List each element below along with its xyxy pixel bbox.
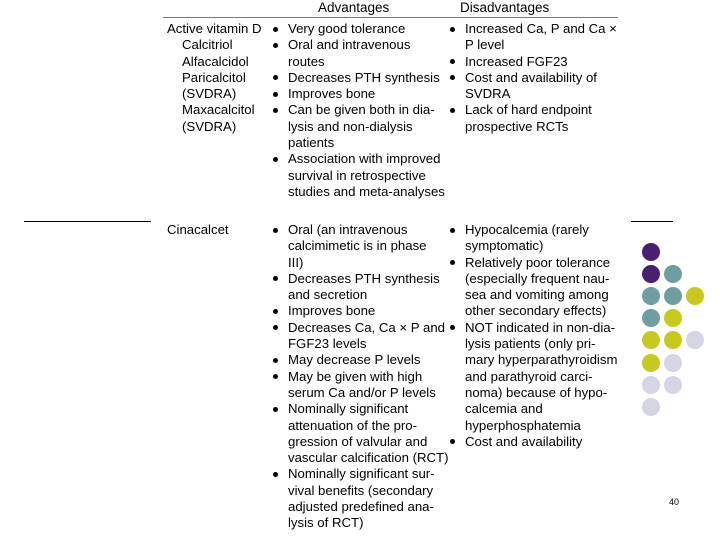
item-text-line: Cost and availability of <box>465 69 597 85</box>
advantage-item <box>269 271 449 304</box>
decorative-dot <box>664 287 682 305</box>
disadvantage-item <box>446 21 618 54</box>
item-text-line: (especially frequent nau- <box>465 270 610 286</box>
item-text-line: survival in retrospective <box>288 167 426 183</box>
item-text-line: vival benefits (secondary <box>288 482 434 498</box>
decorative-dot <box>642 287 660 305</box>
item-text-line: Improves bone <box>288 303 376 319</box>
item-text-line: routes <box>288 53 325 69</box>
item-text-line: III) <box>288 254 304 270</box>
drug-name-line: (SVDRA) <box>182 86 237 102</box>
item-text-line: noma) because of hypo- <box>465 384 608 400</box>
item-text-line: NOT indicated in non-dia- <box>465 319 616 335</box>
decorative-dot <box>642 265 660 283</box>
item-text-line: Cost and availability <box>465 433 583 449</box>
item-text-line: Hypocalcemia (rarely <box>465 222 589 237</box>
header-disadvantages: Disadvantages <box>460 0 550 15</box>
decorative-rule-left <box>24 221 151 222</box>
item-text-line: mary hyperparathyroidism <box>465 352 618 368</box>
item-text-line: calcimimetic is in phase <box>288 238 427 254</box>
item-text-line: patients <box>288 135 335 151</box>
drug-name-line: Cinacalcet <box>167 222 229 237</box>
header-advantages: Advantages <box>318 0 390 15</box>
decorative-dot <box>664 265 682 283</box>
disadvantage-item <box>446 222 618 255</box>
disadvantages-list-cinacalcet <box>446 222 618 450</box>
item-text-line: Increased Ca, P and Ca × <box>465 21 617 36</box>
advantage-item <box>269 352 449 368</box>
item-text-line: lysis and non-dialysis <box>288 118 413 134</box>
item-text-line: lysis of RCT) <box>288 515 364 531</box>
disadvantages-bullets <box>446 222 618 450</box>
disadvantage-item <box>446 102 618 135</box>
decorative-dot <box>664 309 682 327</box>
advantage-item <box>269 303 449 319</box>
item-text-line: adjusted predefined ana- <box>288 499 434 515</box>
advantage-item <box>269 37 449 70</box>
decorative-dot <box>686 287 704 305</box>
disadvantages-list-active-vitamin-d <box>446 21 618 135</box>
item-text-line: SVDRA <box>465 86 511 102</box>
item-text-line: Very good tolerance <box>288 21 406 36</box>
item-text-line: calcemia and <box>465 401 543 417</box>
disadvantage-item <box>446 320 618 434</box>
advantage-item <box>269 151 449 200</box>
decorative-rule-right <box>631 221 673 222</box>
item-text-line: sea and vomiting among <box>465 287 609 303</box>
item-text-line: Association with improved <box>288 151 441 167</box>
item-text-line: P level <box>465 37 505 53</box>
item-text-line: Increased FGF23 <box>465 53 568 69</box>
decorative-dot <box>642 243 660 261</box>
item-text-line: gression of valvular and <box>288 433 428 449</box>
item-text-line: and parathyroid carci- <box>465 368 593 384</box>
advantage-item <box>269 466 449 531</box>
page-number: 40 <box>669 497 680 507</box>
drug-name-cinacalcet <box>167 222 229 238</box>
advantages-bullets <box>269 21 449 200</box>
item-text-line: serum Ca and/or P levels <box>288 384 436 400</box>
disadvantage-item <box>446 70 618 103</box>
advantage-item <box>269 320 449 353</box>
decorative-dot <box>642 309 660 327</box>
decorative-dot <box>642 398 660 416</box>
advantages-bullets <box>269 222 449 532</box>
item-text-line: Nominally significant sur- <box>288 466 435 482</box>
item-text-line: Improves bone <box>288 86 376 102</box>
advantages-list-cinacalcet <box>269 222 449 532</box>
disadvantage-item <box>446 54 618 70</box>
item-text-line: May be given with high <box>288 368 423 384</box>
item-text-line: symptomatic) <box>465 238 544 254</box>
item-text-line: hyperphosphatemia <box>465 417 581 433</box>
item-text-line: and secretion <box>288 287 368 303</box>
decorative-dot <box>664 354 682 372</box>
item-text-line: Oral and intravenous <box>288 37 411 53</box>
advantage-item <box>269 86 449 102</box>
drug-name-line: (SVDRA) <box>182 118 237 134</box>
comparison-table <box>163 0 618 540</box>
drug-name-active-vitamin-d <box>167 21 262 135</box>
decorative-dot <box>642 354 660 372</box>
item-text-line: FGF23 levels <box>288 336 367 352</box>
item-text-line: Lack of hard endpoint <box>465 102 592 118</box>
item-text-line: Decreases PTH synthesis <box>288 270 440 286</box>
item-text-line: Relatively poor tolerance <box>465 254 611 270</box>
drug-name-line: Active vitamin D <box>167 21 262 36</box>
decorative-dot <box>642 376 660 394</box>
advantage-item <box>269 70 449 86</box>
drug-name-line: Calcitriol <box>182 37 233 53</box>
drug-name-line: Alfacalcidol <box>182 53 249 69</box>
item-text-line: May decrease P levels <box>288 352 421 368</box>
item-text-line: studies and meta-analyses <box>288 183 445 199</box>
decorative-dot <box>664 376 682 394</box>
decorative-dot <box>642 331 660 349</box>
item-text-line: Oral (an intravenous <box>288 222 408 237</box>
item-text-line: other secondary effects) <box>465 303 607 319</box>
advantage-item <box>269 369 449 402</box>
advantage-item <box>269 102 449 151</box>
item-text-line: Can be given both in dia- <box>288 102 435 118</box>
item-text-line: Nominally significant <box>288 401 409 417</box>
advantages-list-active-vitamin-d <box>269 21 449 200</box>
item-text-line: Decreases PTH synthesis <box>288 69 440 85</box>
advantage-item <box>269 222 449 271</box>
drug-name-line: Paricalcitol <box>182 69 246 85</box>
item-text-line: attenuation of the pro- <box>288 417 418 433</box>
advantage-item <box>269 21 449 37</box>
decorative-dot <box>686 331 704 349</box>
item-text-line: lysis patients (only pri- <box>465 336 596 352</box>
decorative-dot <box>664 331 682 349</box>
advantage-item <box>269 401 449 466</box>
item-text-line: vascular calcification (RCT) <box>288 450 449 466</box>
header-underline <box>163 17 618 18</box>
item-text-line: Decreases Ca, Ca × P and <box>288 319 445 335</box>
disadvantage-item <box>446 434 618 450</box>
disadvantage-item <box>446 255 618 320</box>
item-text-line: prospective RCTs <box>465 118 569 134</box>
disadvantages-bullets <box>446 21 618 135</box>
drug-name-line: Maxacalcitol <box>182 102 255 118</box>
